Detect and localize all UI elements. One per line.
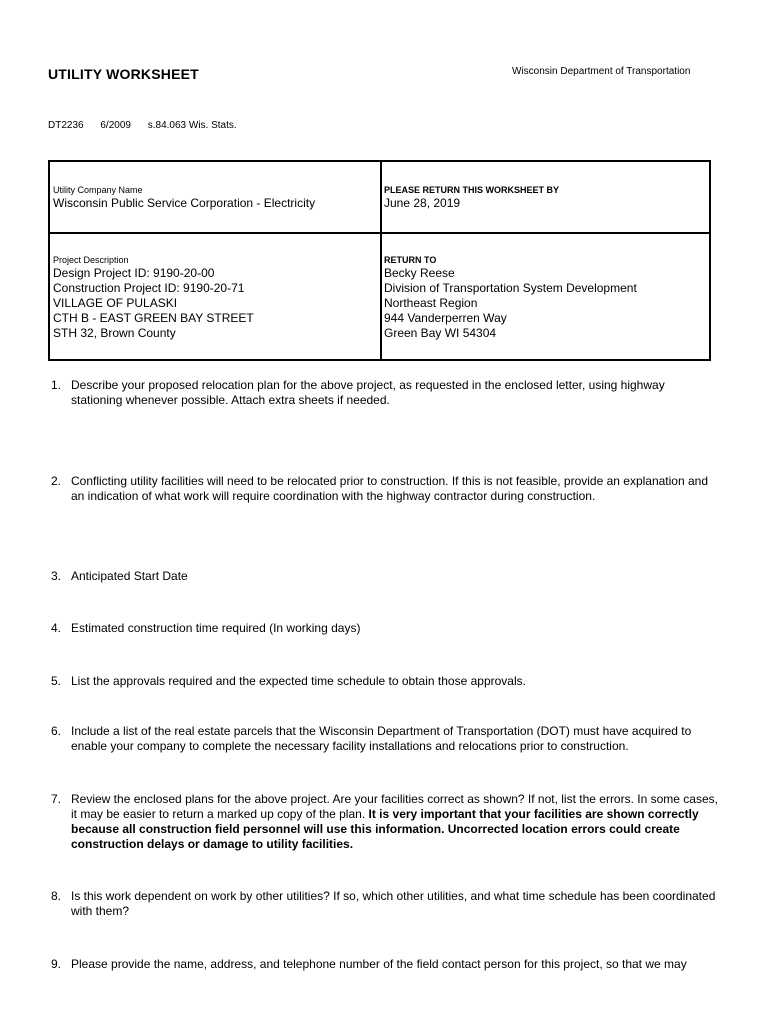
question-number: 2. [51, 474, 62, 488]
company-cell [53, 184, 373, 211]
form-meta [48, 120, 251, 131]
question-text: Describe your proposed relocation plan for the above project, as requested in the enclosed letter, using highway stationing whenever possible. Attach extra sheets if needed. [71, 378, 665, 407]
question-number: 3. [51, 569, 62, 583]
question-text: Anticipated Start Date [71, 569, 188, 583]
project-line: STH 32, Brown County [53, 326, 176, 340]
form-statute: s.84.063 Wis. Stats. [147, 120, 237, 131]
return-to-label: RETURN TO [384, 255, 437, 265]
info-table [48, 160, 711, 361]
form-number: DT2236 [48, 120, 84, 131]
return-to-line: Northeast Region [384, 296, 478, 310]
company-value: Wisconsin Public Service Corporation - Electricity [53, 196, 316, 210]
question-text: List the approvals required and the expected time schedule to obtain those approvals. [71, 674, 526, 688]
question-number: 8. [51, 889, 62, 903]
return-to-line: Division of Transportation System Development [384, 281, 637, 295]
question-number: 1. [51, 378, 62, 392]
return-by-value: June 28, 2019 [384, 196, 461, 210]
question-number: 6. [51, 724, 62, 738]
project-label: Project Description [53, 255, 129, 265]
company-label: Utility Company Name [53, 185, 143, 195]
question-text [71, 792, 719, 852]
page-title: UTILITY WORKSHEET [48, 66, 199, 82]
question-text-regular: Review the enclosed plans for the above project. Are your facilities correct as shown? If not, list the errors. In some cases, it may be easier to return a marked up copy of the plan. [71, 792, 718, 821]
question-text: Conflicting utility facilities will need to be relocated prior to construction. If this is not feasible, provide an explanation and an indication of what work will require coordination with the highway contractor during construction. [71, 474, 709, 503]
return-by-label: PLEASE RETURN THIS WORKSHEET BY [384, 185, 560, 195]
return-by-cell [384, 184, 704, 211]
question-number: 5. [51, 674, 62, 688]
project-line: Design Project ID: 9190-20-00 [53, 266, 215, 280]
table-divider-vertical [380, 162, 382, 359]
return-to-line: 944 Vanderperren Way [384, 311, 507, 325]
return-to-line: Green Bay WI 54304 [384, 326, 497, 340]
return-to-line: Becky Reese [384, 266, 455, 280]
return-to-cell [384, 254, 704, 341]
question-number: 9. [51, 957, 62, 971]
question-number: 7. [51, 792, 62, 806]
table-divider-horizontal [50, 232, 709, 234]
project-line: CTH B - EAST GREEN BAY STREET [53, 311, 254, 325]
question-text-emphasis: It is very important that your facilities are shown correctly because all construction field personnel will use this information. Uncorrected location errors could create construction delays or damage to utility facilities. [71, 807, 699, 851]
project-cell [53, 254, 373, 341]
question-number: 4. [51, 621, 62, 635]
form-date: 6/2009 [100, 120, 131, 131]
agency-name: Wisconsin Department of Transportation [512, 66, 691, 77]
question-text: Is this work dependent on work by other utilities? If so, which other utilities, and what time schedule has been coordinated with them? [71, 889, 716, 918]
question-text: Estimated construction time required (In working days) [71, 621, 361, 635]
question-text: Include a list of the real estate parcels that the Wisconsin Department of Transportation (DOT) must have acquired to enable your company to complete the necessary facility installations and relocations prior to construction. [71, 724, 692, 753]
question-text: Please provide the name, address, and telephone number of the field contact person for this project, so that we may [71, 957, 687, 971]
project-line: VILLAGE OF PULASKI [53, 296, 178, 310]
project-line: Construction Project ID: 9190-20-71 [53, 281, 245, 295]
